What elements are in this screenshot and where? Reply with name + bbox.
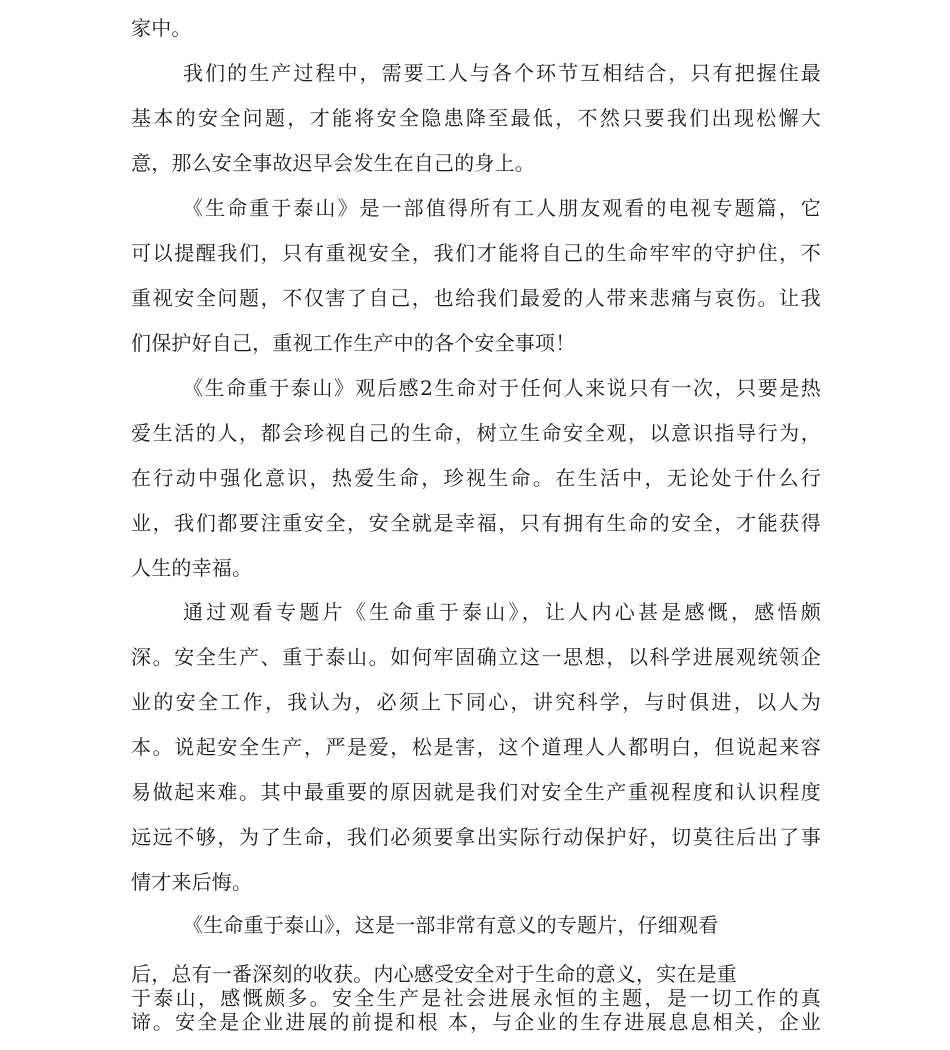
- paragraph-first-line: 《生命重于泰山》观后感2生命对于任何人来说只有一次，只要是热: [183, 376, 821, 400]
- paragraph-first-line: 我们的生产过程中，需要工人与各个环节互相结合，只有把握住最: [183, 61, 821, 85]
- paragraph-first-line: 《生命重于泰山》，这是一部非常有意义的专题片，仔细观看: [183, 913, 719, 937]
- text-line: 业，我们都要注重安全，安全就是幸福，只有拥有生命的安全，才能获得: [131, 511, 821, 535]
- paragraph-first-line: 通过观看专题片《生命重于泰山》，让人内心甚是感慨，感悟颇: [183, 600, 821, 624]
- text-line: 易做起来难。其中最重要的原因就是我们对安全生产重视程度和认识程度: [131, 780, 821, 804]
- text-line: 后，总有一番深刻的收获。内心感受安全对于生命的意义，实在是重: [131, 962, 737, 986]
- text-line: 重视安全问题，不仅害了自己，也给我们最爱的人带来悲痛与哀伤。让我: [131, 286, 821, 310]
- text-line: 于泰山，感慨颇多。安全生产是社会进展永恒的主题，是一切工作的真: [131, 986, 821, 1010]
- text-line: 可以提醒我们，只有重视安全，我们才能将自己的生命牢牢的守护住，不: [131, 241, 821, 265]
- text-line: 基本的安全问题，才能将安全隐患降至最低，不然只要我们出现松懈大: [131, 106, 821, 130]
- text-line: 意，那么安全事故迟早会发生在自己的身上。: [131, 151, 535, 175]
- text-line: 本。说起安全生产，严是爱，松是害，这个道理人人都明白，但说起来容: [131, 735, 821, 759]
- text-line: 业的安全工作，我认为，必须上下同心，讲究科学，与时俱进，以人为: [131, 690, 821, 714]
- paragraph-first-line: 《生命重于泰山》是一部值得所有工人朋友观看的电视专题篇，它: [183, 196, 821, 220]
- text-line: 谛。安全是企业进展的前提和根 本，与企业的生存进展息息相关，企业: [131, 1010, 821, 1034]
- text-line: 深。安全生产、重于泰山。如何牢固确立这一思想，以科学进展观统领企: [131, 645, 821, 669]
- text-line: 家中。: [131, 16, 192, 40]
- text-line: 远远不够，为了生命，我们必须要拿出实际行动保护好，切莫往后出了事: [131, 825, 821, 849]
- text-line: 人生的幸福。: [131, 556, 253, 580]
- text-line: 们保护好自己，重视工作生产中的各个安全事项！: [131, 331, 576, 355]
- text-line: 情才来后悔。: [131, 870, 253, 894]
- text-line: 在行动中强化意识，热爱生命，珍视生命。在生活中，无论处于什么行: [131, 466, 821, 490]
- text-line: 爱生活的人，都会珍视自己的生命，树立生命安全观，以意识指导行为，: [131, 421, 821, 445]
